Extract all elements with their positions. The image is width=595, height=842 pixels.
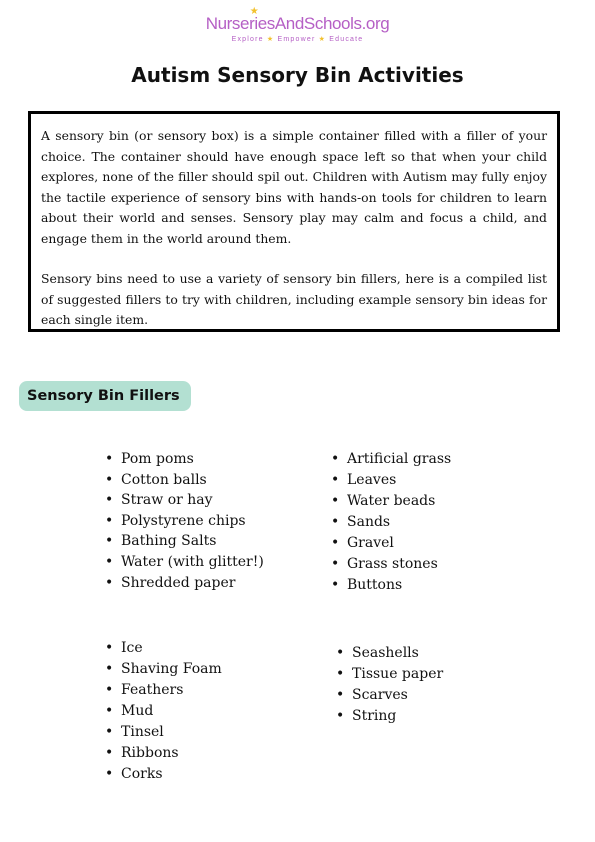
list-item: • Scarves <box>336 685 443 706</box>
list-item: • Mud <box>105 701 222 722</box>
list-item: • Buttons <box>331 575 451 596</box>
list-item: • Tinsel <box>105 722 222 743</box>
list-item: • Straw or hay <box>105 490 264 511</box>
star-separator-icon: ★ <box>318 36 327 43</box>
filler-list <box>336 643 443 727</box>
list-item: • Ribbons <box>105 743 222 764</box>
tagline-part: Educate <box>329 36 364 43</box>
logo-wordmark <box>205 6 390 34</box>
star-separator-icon: ★ <box>266 36 275 43</box>
tagline-part: Explore <box>231 36 264 43</box>
section-heading: Sensory Bin Fillers <box>19 381 191 411</box>
list-item: • Gravel <box>331 533 451 554</box>
list-item: • Grass stones <box>331 554 451 575</box>
filler-list <box>105 449 264 593</box>
list-item: • Water beads <box>331 491 451 512</box>
list-item: • Sands <box>331 512 451 533</box>
list-item: • Shredded paper <box>105 573 264 594</box>
list-item: • Ice <box>105 638 222 659</box>
list-item: • Tissue paper <box>336 664 443 685</box>
star-icon: ★ <box>249 6 259 17</box>
list-item: • Bathing Salts <box>105 531 264 552</box>
list-item: • Cotton balls <box>105 470 264 491</box>
intro-paragraph: A sensory bin (or sensory box) is a simple container filled with a filler of your choice. The container should have enough space left so that when your child explores, none of the filler should spil out. Children with Autism may fully enjoy the tactile experience of sensory bins with hands-on tools for children to learn about their world and senses. Sensory play may calm and focus a child, and engage them in the world around them. <box>41 128 547 246</box>
filler-list <box>331 449 451 596</box>
list-item: • Shaving Foam <box>105 659 222 680</box>
list-item: • Feathers <box>105 680 222 701</box>
tagline-part: Empower <box>277 36 316 43</box>
list-item: • Pom poms <box>105 449 264 470</box>
list-item: • Seashells <box>336 643 443 664</box>
site-logo <box>0 6 595 43</box>
list-item: • Corks <box>105 764 222 785</box>
logo-name-text: NurseriesAndSchools.org <box>205 14 390 33</box>
list-item: • Water (with glitter!) <box>105 552 264 573</box>
page-title: Autism Sensory Bin Activities <box>131 63 464 87</box>
list-item: • Leaves <box>331 470 451 491</box>
logo-tagline <box>0 35 595 43</box>
list-item: • Artificial grass <box>331 449 451 470</box>
intro-paragraph: Sensory bins need to use a variety of sensory bin fillers, here is a compiled list of suggested fillers to try with children, including example sensory bin ideas for each single item. <box>41 271 547 327</box>
list-item: • String <box>336 706 443 727</box>
list-item: • Polystyrene chips <box>105 511 264 532</box>
filler-list <box>105 638 222 785</box>
intro-box <box>28 111 560 332</box>
